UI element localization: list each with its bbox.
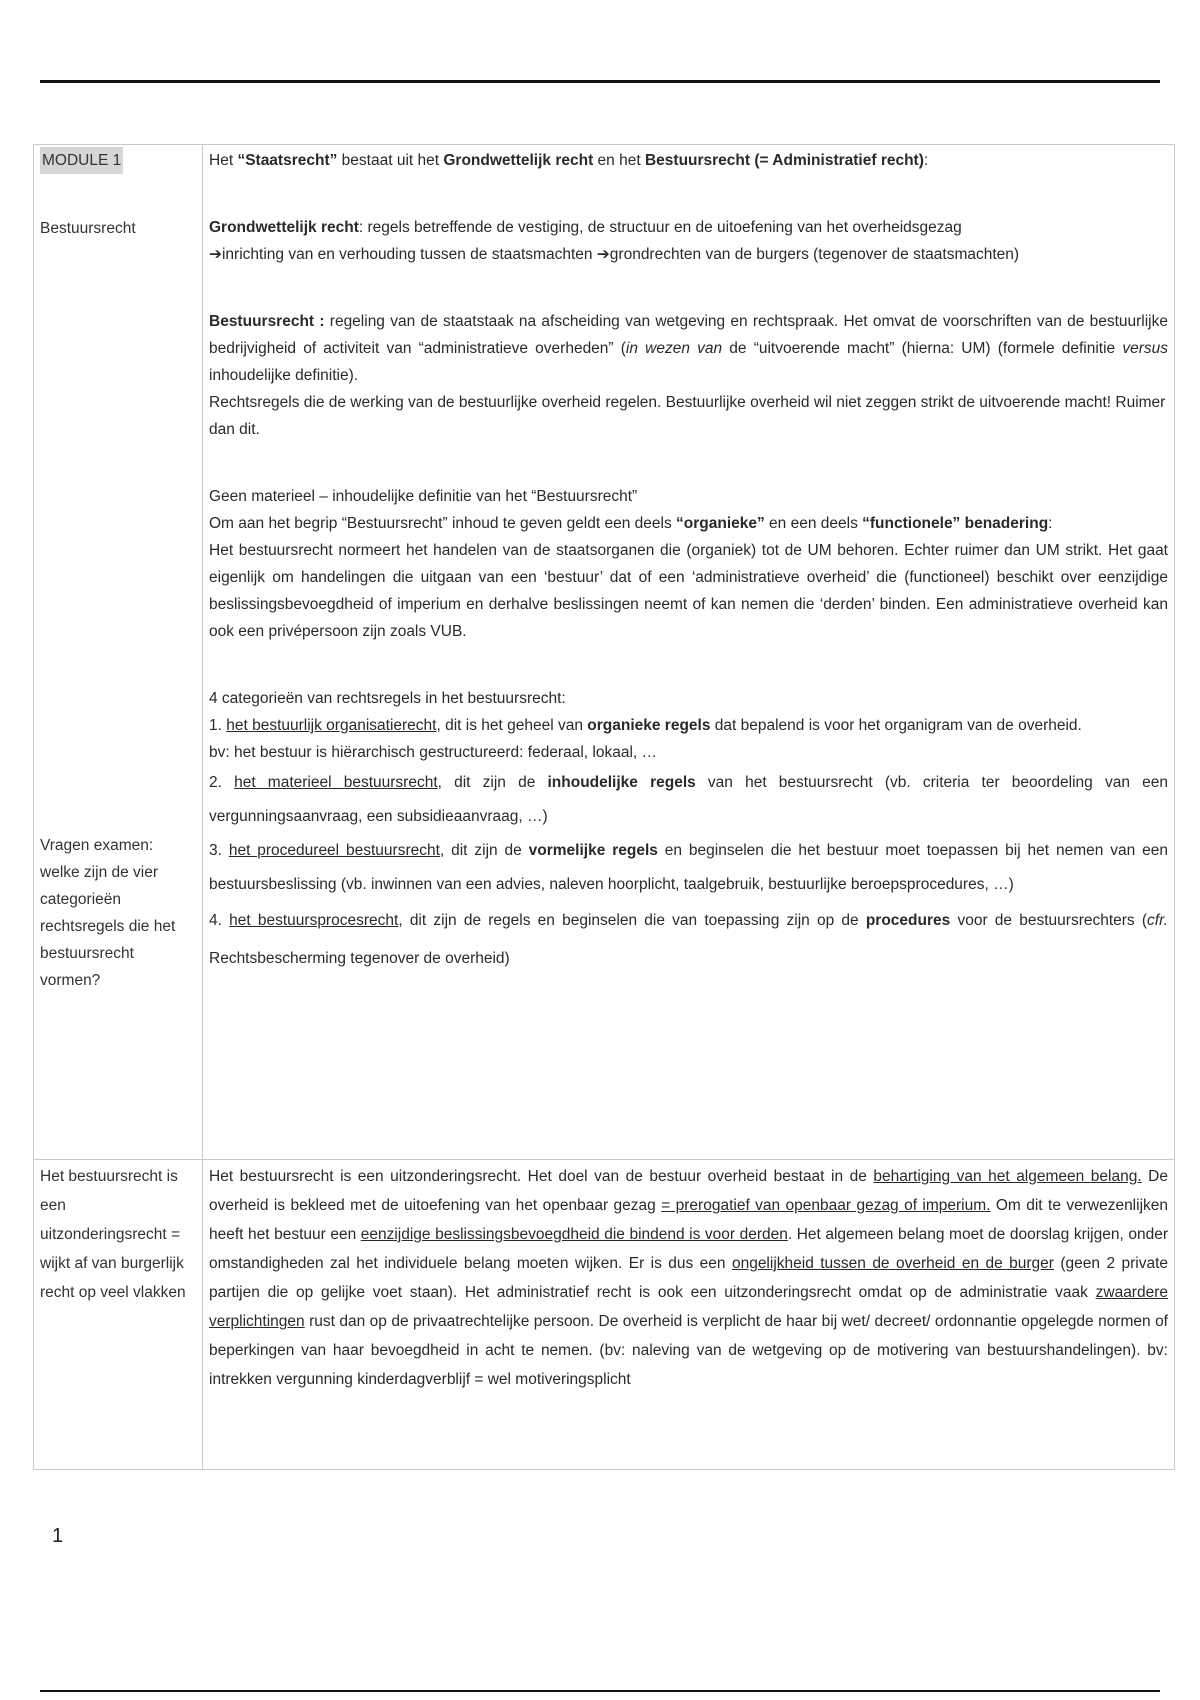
- category-4: 4. het bestuursprocesrecht, dit zijn de regels en beginselen die van toepassing zijn op de procedures voor de bestuursrechters (cfr. Rechtsbescherming tegenover de overheid): [209, 912, 1168, 967]
- benadering-line: Om aan het begrip “Bestuursrecht” inhoud te geven geldt een deels “organieke” en een deels “functionele” benadering:: [209, 515, 1053, 532]
- content-cell: [203, 145, 1175, 1160]
- category-1-example: bv: het bestuur is hiërarchisch gestructureerd: federaal, lokaal, …: [209, 744, 658, 761]
- bestuursrecht-note: Rechtsregels die de werking van de bestuurlijke overheid regelen. Bestuurlijke overheid wil niet zeggen strikt de uitvoerende macht! Ruimer dan dit.: [209, 394, 1166, 438]
- uitzonderingsrecht-label: Het bestuursrecht is een uitzonderingsrecht = wijkt af van burgerlijk recht op veel vlakken: [40, 1168, 186, 1301]
- table-row-uitzonderingsrecht: [34, 1160, 1175, 1470]
- notes-table: [33, 144, 1175, 1470]
- category-3: 3. het procedureel bestuursrecht, dit zijn de vormelijke regels en beginselen die het bestuur moet toepassen bij het nemen van een bestuursbeslissing (vb. inwinnen van een advies, naleven hoorplicht, taalgebruik, bestuurlijke beroepsprocedures, …): [209, 842, 1168, 893]
- table-row-module-1: [34, 145, 1175, 1160]
- organiek-functioneel-paragraph: Het bestuursrecht normeert het handelen van de staatsorganen die (organiek) tot de UM behoren. Echter ruimer dan UM strikt. Het gaat eigenlijk om handelingen die uitgaan van een ‘bestuur’ dat of een ‘administratieve overheid’ die (functioneel) beschikt over eenzijdige beslissingsbevoegdheid of imperium en derhalve beslissingen neemt of kan nemen die ‘derden’ binden. Een administratieve overheid kan ook een privépersoon zijn zoals VUB.: [209, 542, 1168, 640]
- top-rule: [40, 80, 1160, 83]
- grondwettelijk-arrows: ➔inrichting van en verhouding tussen de staatsmachten ➔grondrechten van de burgers (tegenover de staatsmachten): [209, 246, 1020, 263]
- content-cell: [203, 1160, 1175, 1470]
- categories-heading: 4 categorieën van rechtsregels in het bestuursrecht:: [209, 690, 566, 707]
- left-column-cell: [34, 1160, 203, 1470]
- subject-label: Bestuursrecht: [40, 220, 136, 237]
- category-2: 2. het materieel bestuursrecht, dit zijn de inhoudelijke regels van het bestuursrecht (vb. criteria ter beoordeling van een vergunningsaanvraag, een subsidieaanvraag, …): [209, 774, 1168, 825]
- left-column-cell: [34, 145, 203, 1160]
- uitzonderingsrecht-paragraph: Het bestuursrecht is een uitzonderingsrecht. Het doel van de bestuur overheid bestaat in de behartiging van het algemeen belang. De overheid is bekleed met de uitoefening van het openbaar gezag = prerogatief van openbaar gezag of imperium. Om dit te verwezenlijken heeft het bestuur een eenzijdige beslissingsbevoegdheid die bindend is voor derden. Het algemeen belang moet de doorslag krijgen, onder omstandigheden zal het individuele belang moeten wijken. Er is dus een ongelijkheid tussen de overheid en de burger (geen 2 private partijen die op gelijke voet staan). Het administratief recht is ook een uitzonderingsrecht omdat op de administratie vaak zwaardere verplichtingen rust dan op de privaatrechtelijke persoon. De overheid is verplicht de haar bij wet/ decreet/ ordonnantie opgelegde normen of beperkingen van haar bevoegdheid in acht te nemen. (bv: naleving van de wetgeving op de motivering van bestuurshandelingen). bv: intrekken vergunning kinderdagverblijf = wel motiveringsplicht: [209, 1168, 1169, 1388]
- bestuursrecht-definition: Bestuursrecht : regeling van de staatstaak na afscheiding van wetgeving en rechtspraak. Het omvat de voorschriften van de bestuurlijke bedrijvigheid of activiteit van “administratieve overheden” (in wezen van de “uitvoerende macht” (hierna: UM) (formele definitie versus inhoudelijke definitie).: [209, 313, 1168, 384]
- bottom-rule: [40, 1690, 1160, 1692]
- exam-question: Vragen examen: welke zijn de vier categorieën rechtsregels die het bestuursrecht vormen?: [40, 837, 176, 989]
- materieel-heading: Geen materieel – inhoudelijke definitie van het “Bestuursrecht”: [209, 488, 638, 505]
- category-1: 1. het bestuurlijk organisatierecht, dit is het geheel van organieke regels dat bepalend is voor het organigram van de overheid.: [209, 717, 1082, 734]
- intro-line: Het “Staatsrecht” bestaat uit het Grondwettelijk recht en het Bestuursrecht (= Administratief recht):: [209, 152, 929, 169]
- module-label: MODULE 1: [40, 147, 123, 174]
- grondwettelijk-definition: Grondwettelijk recht: regels betreffende de vestiging, de structuur en de uitoefening van het overheidsgezag: [209, 219, 962, 236]
- page-number: 1: [52, 1525, 64, 1547]
